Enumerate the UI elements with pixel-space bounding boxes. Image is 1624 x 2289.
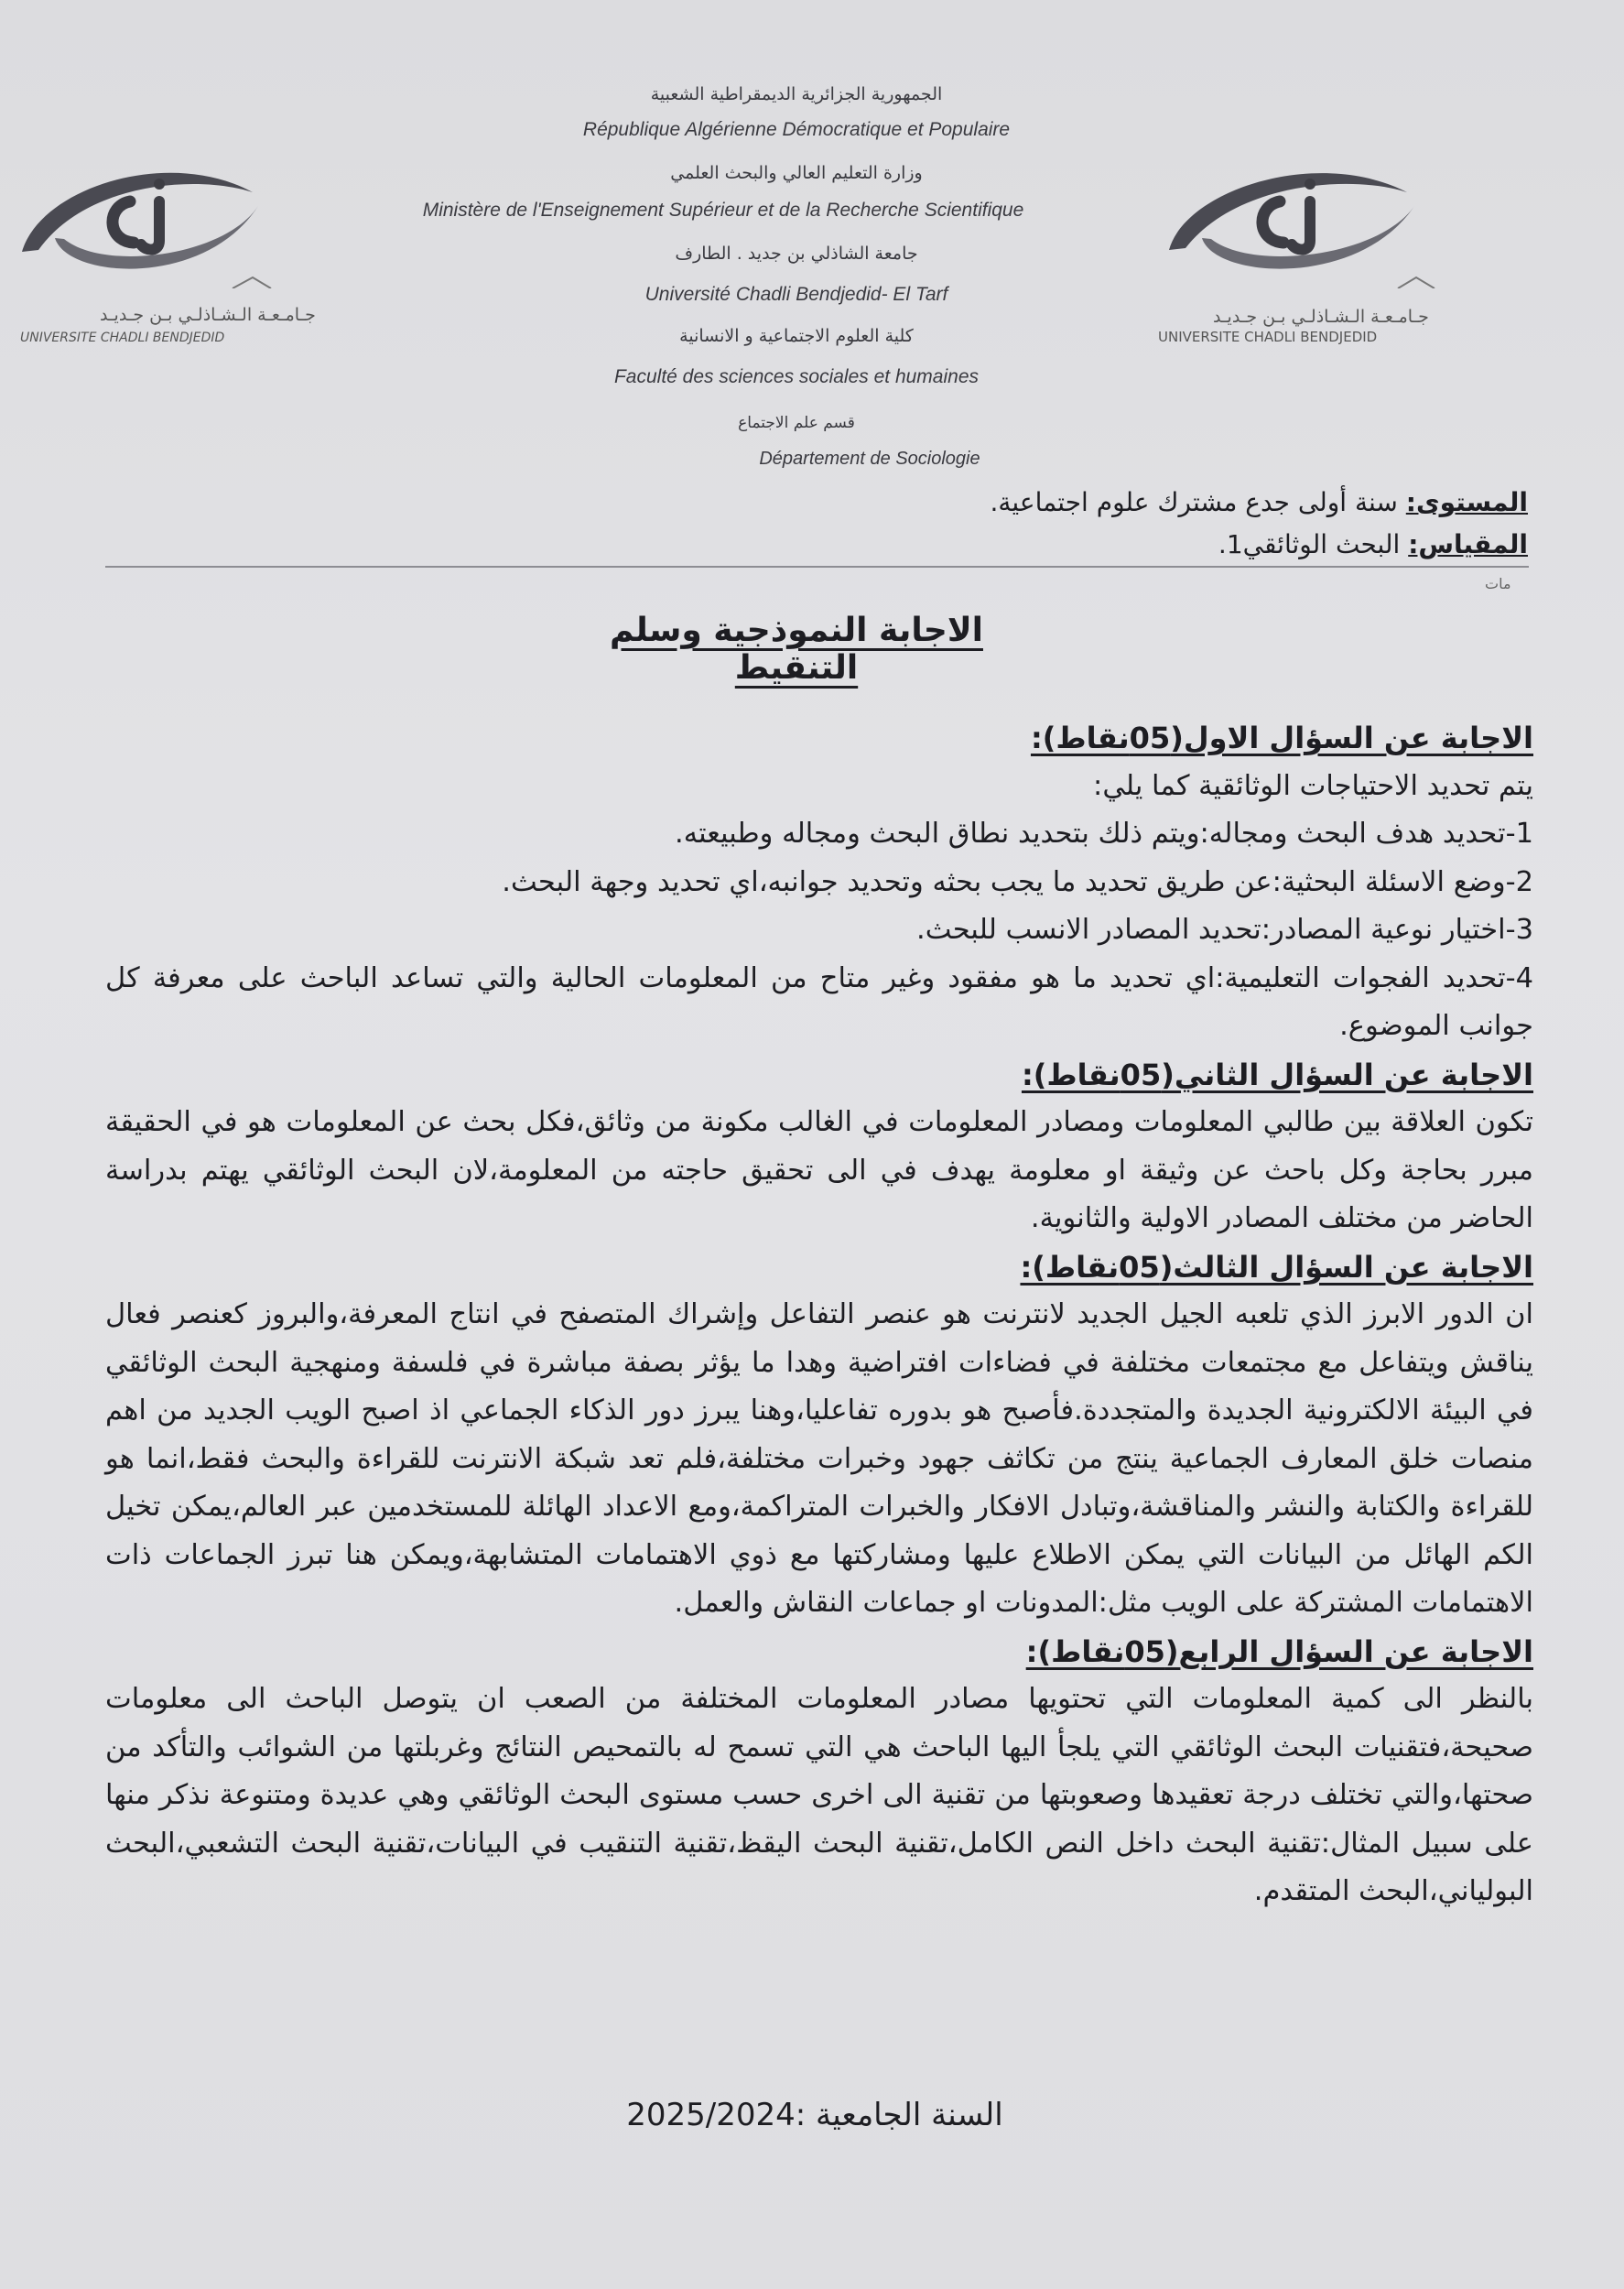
section-paragraph: يتم تحديد الاحتياجات الوثائقية كما يلي:: [1093, 769, 1533, 802]
header-divider: [105, 566, 1529, 568]
section-heading: الاجابة عن السؤال الثالث(05نقاط):: [1020, 1249, 1533, 1285]
logo-name-ar: جـامـعـة الـشـاذلـي بـن جـديـد: [1213, 307, 1429, 327]
answer-section-3: [105, 1243, 1533, 1628]
university-ar: جامعة الشاذلي بن جديد . الطارف: [675, 244, 918, 264]
department-fr: Département de Sociologie: [759, 449, 980, 469]
section-heading: الاجابة عن السؤال الثاني(05نقاط):: [1021, 1057, 1533, 1092]
answer-section-1: [105, 714, 1533, 1051]
level-value: سنة أولى جدع مشترك علوم اجتماعية.: [990, 487, 1406, 517]
answer-section-4: [105, 1628, 1533, 1916]
module-label: المقياس:: [1408, 529, 1528, 559]
logo-name-ar: جـامـعـة الـشـاذلـي بـن جـديـد: [100, 305, 316, 325]
academic-year: السنة الجامعية :2025/2024: [626, 2097, 1003, 2133]
module-value: البحث الوثائقي1.: [1218, 529, 1409, 559]
section-paragraph: 1-تحديد هدف البحث ومجاله:ويتم ذلك بتحديد نطاق البحث ومجاله وطبيعته.: [675, 818, 1533, 850]
logo-emblem-icon: [13, 151, 287, 288]
section-paragraph: 2-وضع الاسئلة البحثية:عن طريق تحديد ما يجب بحثه وتحديد جوانبه،اي تحديد وجهة البحث.: [502, 865, 1533, 898]
document-title: الاجابة النموذجية وسلم التنقيط: [610, 612, 983, 687]
republic-ar: الجمهورية الجزائرية الديمقراطية الشعبية: [650, 84, 943, 104]
logo-name-fr: UNIVERSITE CHADLI BENDJEDID: [20, 331, 225, 345]
level-line: [991, 487, 1528, 517]
section-heading: الاجابة عن السؤال الاول(05نقاط):: [1030, 721, 1533, 755]
university-fr: Université Chadli Bendjedid- El Tarf: [644, 284, 948, 305]
department-ar: قسم علم الاجتماع: [738, 414, 855, 432]
answer-section-2: [105, 1051, 1533, 1243]
university-logo-left: [13, 151, 316, 362]
section-heading: الاجابة عن السؤال الرابع(05نقاط):: [1025, 1633, 1533, 1669]
module-line: [1218, 529, 1528, 559]
ministry-fr: Ministère de l'Enseignement Supérieur et de la Recherche Scientifique: [422, 200, 1024, 221]
republic-fr: République Algérienne Démocratique et Populaire: [582, 119, 1011, 140]
section-paragraph: 4-تحديد الفجوات التعليمية:اي تحديد ما هو مفقود وغير متاح من المعلومات الحالية والتي تساعد الباحث على معرفة كل جوانب الموضوع.: [105, 961, 1533, 1042]
section-paragraph: بالنظر الى كمية المعلومات التي تحتويها مصادر المعلومات المختلفة من الصعب ان يتوصل الباحث الى معلومات صحيحة،فتقنيات البحث الوثائقي التي يلجأ اليها الباحث هي التي تسمح له بالتمحيص النتائج وغربلتها من الشوائب والتأكد من صحتها،والتي تختلف درجة تعقيدها وصعوبتها من تقنية الى اخرى حسب مستوى البحث الوثائقي وهي عديدة ومتنوعة نذكر منها على سبيل المثال:تقنية البحث داخل النص الكامل،تقنية البحث اليقظ،تقنية التنقيب في البيانات،تقنية البحث التشعبي،البحث البولياني،البحث المتقدم.: [105, 1683, 1533, 1907]
faculty-fr: Faculté des sciences sociales et humaines: [613, 366, 980, 387]
faculty-ar: كلية العلوم الاجتماعية و الانسانية: [679, 326, 914, 346]
ministry-ar: وزارة التعليم العالي والبحث العلمي: [670, 163, 923, 183]
section-paragraph: ان الدور الابرز الذي تلعبه الجيل الجديد لانترنت هو عنصر التفاعل وإشراك المتصفح في انتاج المعرفة،والبروز كعنصر فعال يناقش ويتفاعل مع مجتمعات مختلفة في فضاءات افتراضية وهدا ما يؤثر بصفة مباشرة في فلسفة ومنهجية البحث الوثائقي في البيئة الالكترونية الجديدة والمتجددة.فأصبح هو بدوره تفاعليا،وهنا يبرز دور الذكاء الجماعي اذ اصبح الويب الجديد من اهم منصات خلق المعارف الجماعية ينتج من تكاثف جهود وخبرات مختلفة،فلم تعد شبكة الانترنت للقراءة والبحث فقط،انما هو للقراءة والكتابة والنشر والمناقشة،وتبادل الافكار والخبرات المتراكمة،ومع الاعداد الهائلة للمستخدمين عبر العالم،يمكن تخيل الكم الهائل من البيانات التي يمكن الاطلاع عليها ومشاركتها مع ذوي الاهتمامات المتشابهة،ويمكن هنا تبرز الجماعات ذات الاهتمامات المشتركة على الويب مثل:المدونات او جماعات النقاش والعمل.: [105, 1298, 1533, 1619]
logo-name-fr: UNIVERSITE CHADLI BENDJEDID: [1158, 329, 1378, 345]
answers-content: [105, 714, 1533, 1916]
level-label: المستوى:: [1405, 487, 1528, 517]
section-paragraph: تكون العلاقة بين طالبي المعلومات ومصادر المعلومات في الغالب مكونة من وثائق،فكل بحث عن المعلومات هو في الحقيقة مبرر بحاجة وكل باحث عن وثيقة او معلومة يهدف في الى تحقيق حاجته من المعلومة،لان البحث الوثائقي يهتم بدراسة الحاضر من مختلف المصادر الاولية والثانوية.: [105, 1106, 1533, 1234]
section-paragraph: 3-اختيار نوعية المصادر:تحديد المصادر الانسب للبحث.: [916, 914, 1533, 946]
margin-note: مات: [1485, 575, 1511, 592]
